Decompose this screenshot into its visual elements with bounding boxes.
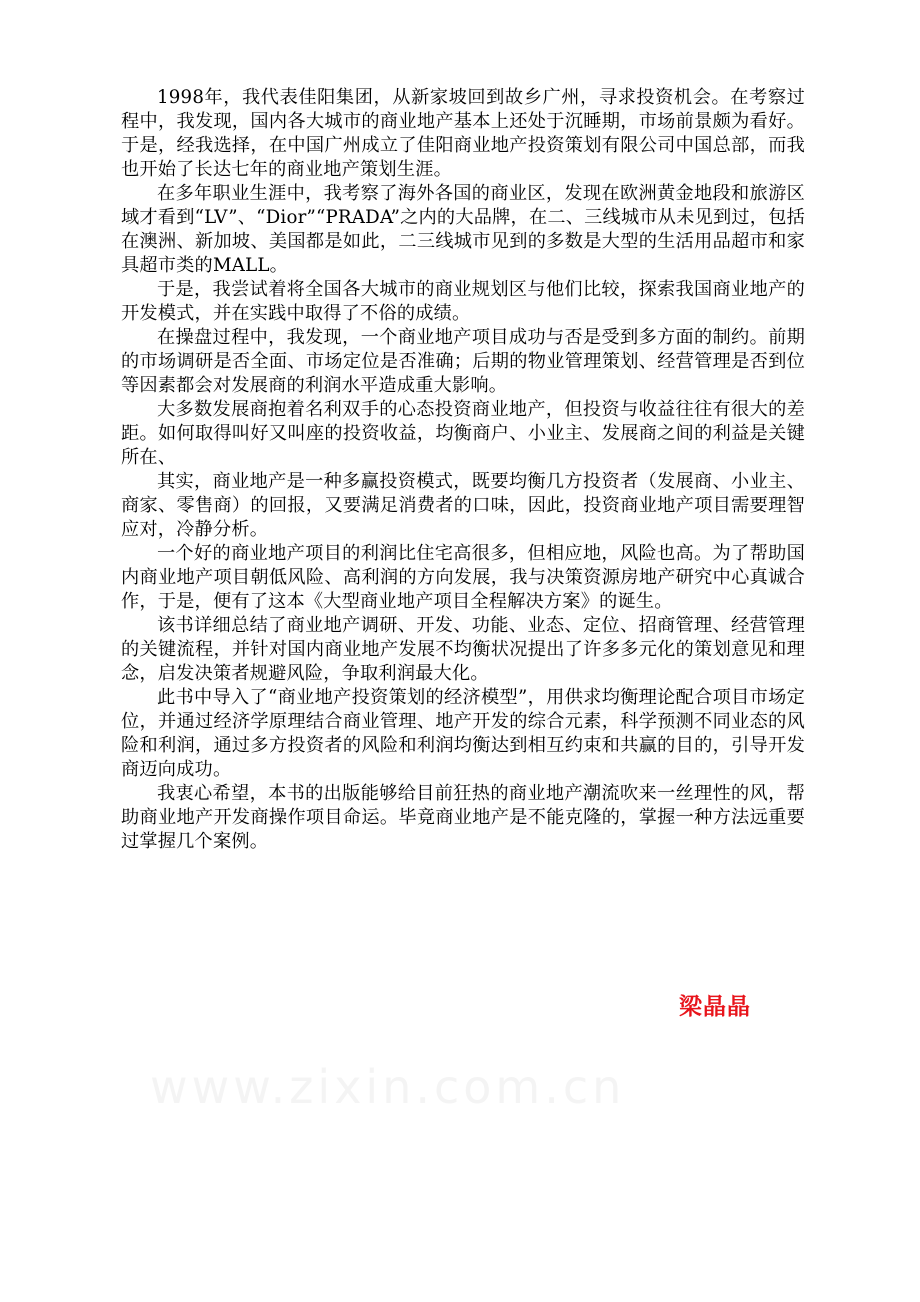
paragraph-2: 在多年职业生涯中，我考察了海外各国的商业区，发现在欧洲黄金地段和旅游区域才看到“LV”、“Dior”“PRADA”之内的大品牌，在二、三线城市从未见到过，包括在澳洲、新加坡、美国都是如此，二三线城市见到的多数是大型的生活用品超市和家具超市类的MALL。 [121,183,805,276]
paragraph-1: 1998年，我代表佳阳集团，从新家坡回到故乡广州，寻求投资机会。在考察过程中，我发现，国内各大城市的商业地产基本上还处于沉睡期，市场前景颇为看好。于是，经我选择，在中国广州成立了佳阳商业地产投资策划有限公司中国总部，而我也开始了长达七年的商业地产策划生涯。 [121,87,805,180]
paragraph-9: 此书中导入了“商业地产投资策划的经济模型”，用供求均衡理论配合项目市场定位，并通过经济学原理结合商业管理、地产开发的综合元素，科学预测不同业态的风险和利润，通过多方投资者的风险和利润均衡达到相互约束和共赢的目的，引导开发商迈向成功。 [121,687,805,780]
preface-body [121,86,805,854]
paragraph-10: 我衷心希望，本书的出版能够给目前狂热的商业地产潮流吹来一丝理性的风，帮助商业地产开发商操作项目命运。毕竟商业地产是不能克隆的，掌握一种方法远重要过掌握几个案例。 [121,783,805,852]
paragraph-5: 大多数发展商抱着名利双手的心态投资商业地产，但投资与收益往往有很大的差距。如何取得叫好又叫座的投资收益，均衡商户、小业主、发展商之间的利益是关键所在、 [121,399,805,468]
paragraph-6: 其实，商业地产是一种多赢投资模式，既要均衡几方投资者（发展商、小业主、商家、零售商）的回报，又要满足消费者的口味，因此，投资商业地产项目需要理智应对，冷静分析。 [121,471,805,540]
paragraph-3: 于是，我尝试着将全国各大城市的商业规划区与他们比较，探索我国商业地产的开发模式，并在实践中取得了不俗的成绩。 [121,279,805,324]
author-signature: 梁晶晶 [679,993,751,1020]
paragraph-8: 该书详细总结了商业地产调研、开发、功能、业态、定位、招商管理、经营管理的关键流程，并针对国内商业地产发展不均衡状况提出了许多多元化的策划意见和理念，启发决策者规避风险，争取利润最大化。 [121,615,805,684]
paragraph-7: 一个好的商业地产项目的利润比住宅高很多，但相应地，风险也高。为了帮助国内商业地产项目朝低风险、高利润的方向发展，我与决策资源房地产研究中心真诚合作，于是，便有了这本《大型商业地产项目全程解决方案》的诞生。 [121,543,805,612]
paragraph-4: 在操盘过程中，我发现，一个商业地产项目成功与否是受到多方面的制约。前期的市场调研是否全面、市场定位是否准确；后期的物业管理策划、经营管理是否到位等因素都会对发展商的利润水平造成重大影响。 [121,327,805,396]
watermark: www.zixin.com.cn [150,1060,626,1114]
